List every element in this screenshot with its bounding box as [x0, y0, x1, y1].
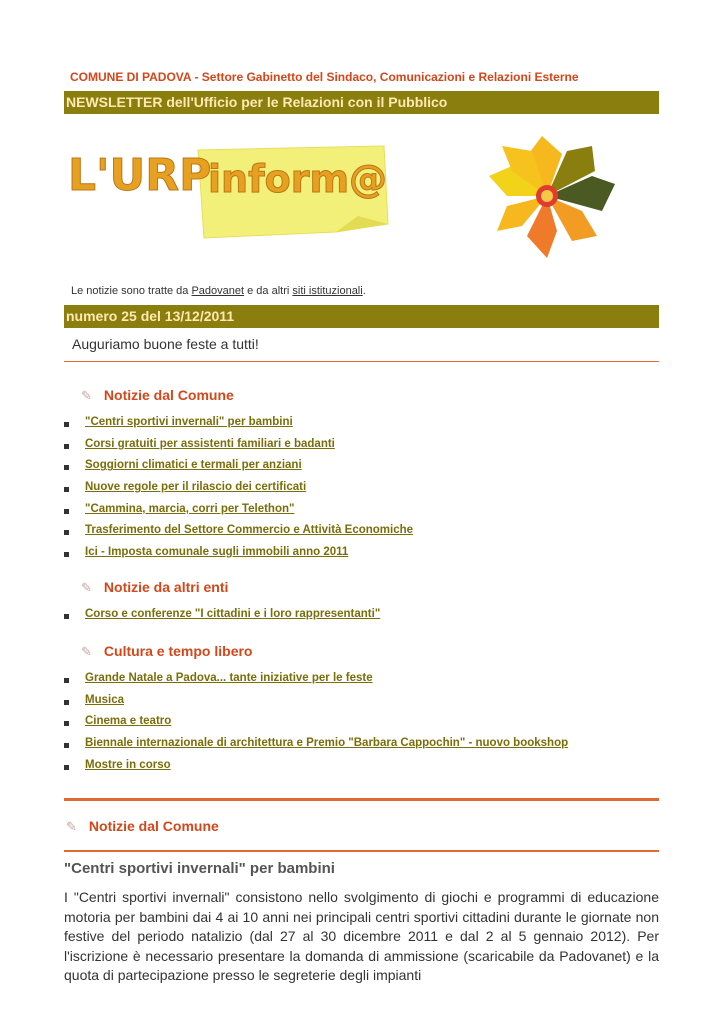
- article-section-heading: [66, 818, 219, 835]
- urp-logo: [66, 128, 466, 268]
- thick-divider: [64, 798, 659, 801]
- section-title: Cultura e tempo libero: [103, 643, 253, 659]
- bullet-icon: [64, 614, 69, 619]
- article-title: "Centri sportivi invernali" per bambini: [64, 860, 335, 877]
- logo-graphic: [66, 128, 466, 268]
- news-link[interactable]: Soggiorni climatici e termali per anziani: [85, 459, 302, 472]
- section-heading-comune: [81, 387, 234, 404]
- pencil-icon: ✎: [81, 580, 92, 595]
- news-link[interactable]: "Centri sportivi invernali" per bambini: [85, 416, 293, 428]
- news-link[interactable]: Mostre in corso: [85, 758, 171, 771]
- news-link[interactable]: Cinema e teatro: [85, 715, 172, 728]
- pencil-icon: ✎: [81, 388, 92, 403]
- sources-note: [71, 285, 366, 297]
- bullet-icon: [64, 509, 69, 514]
- news-link[interactable]: Grande Natale a Padova... tante iniziative per le feste: [85, 672, 373, 684]
- logo-text-inform: inform@: [208, 157, 388, 201]
- news-link[interactable]: Biennale internazionale di architettura e Premio "Barbara Cappochin" - nuovo bookshop: [85, 737, 569, 750]
- news-link[interactable]: "Cammina, marcia, corri per Telethon": [85, 502, 295, 515]
- sources-middle: e da altri: [244, 285, 293, 297]
- news-link[interactable]: Ici - Imposta comunale sugli immobili anno 2011: [85, 546, 349, 559]
- section-heading-cultura: [81, 643, 252, 660]
- newsletter-title-bar: NEWSLETTER dell'Ufficio per le Relazioni con il Pubblico: [64, 91, 659, 114]
- org-line: COMUNE DI PADOVA - Settore Gabinetto del Sindaco, Comunicazioni e Relazioni Esterne: [70, 70, 579, 84]
- section-heading-altri-enti: [81, 579, 228, 596]
- sources-prefix: Le notizie sono tratte da: [71, 285, 192, 297]
- bullet-icon: [64, 530, 69, 535]
- news-link[interactable]: Nuove regole per il rilascio dei certificati: [85, 481, 307, 494]
- flower-icon: [474, 126, 624, 266]
- news-link[interactable]: Musica: [85, 693, 124, 706]
- section-title: Notizie da altri enti: [103, 579, 229, 595]
- bullet-icon: [64, 487, 69, 492]
- issue-number-bar: numero 25 del 13/12/2011: [64, 305, 659, 328]
- bullet-icon: [64, 444, 69, 449]
- siti-istituzionali-link[interactable]: siti istituzionali: [292, 285, 363, 297]
- sources-suffix: .: [362, 285, 366, 297]
- bullet-icon: [64, 700, 69, 705]
- bullet-icon: [64, 743, 69, 748]
- bullet-icon: [64, 552, 69, 557]
- bullet-icon: [64, 465, 69, 470]
- bullet-icon: [64, 678, 69, 683]
- divider: [64, 361, 659, 362]
- section-title: Notizie dal Comune: [88, 818, 219, 834]
- greeting-text: Auguriamo buone feste a tutti!: [72, 336, 259, 352]
- pencil-icon: ✎: [66, 819, 77, 834]
- article-body: I "Centri sportivi invernali" consistono nello svolgimento di giochi e programmi di educazione motoria per bambini dai 4 ai 10 anni nei principali centri sportivi cittadini durante le giornate non festive del periodo natalizio (dal 27 al 30 dicembre 2011 e dal 2 al 5 gennaio 2012). Per l'iscrizione è necessario presentare la domanda di ammissione (scaricabile da Padovanet) e la quota di partecipazione presso le segreterie degli impianti: [64, 889, 659, 983]
- pencil-icon: ✎: [81, 644, 92, 659]
- news-link[interactable]: Trasferimento del Settore Commercio e Attività Economiche: [85, 524, 414, 537]
- padovanet-link[interactable]: Padovanet: [191, 285, 245, 297]
- news-link[interactable]: Corso e conferenze "I cittadini e i loro rappresentanti": [85, 608, 381, 620]
- bullet-icon: [64, 765, 69, 770]
- news-link[interactable]: Corsi gratuiti per assistenti familiari e badanti: [85, 437, 335, 450]
- divider: [64, 850, 659, 852]
- section-title: Notizie dal Comune: [103, 387, 234, 403]
- bullet-icon: [64, 721, 69, 726]
- logo-text-lurp: L'URP: [68, 150, 212, 201]
- bullet-icon: [64, 422, 69, 427]
